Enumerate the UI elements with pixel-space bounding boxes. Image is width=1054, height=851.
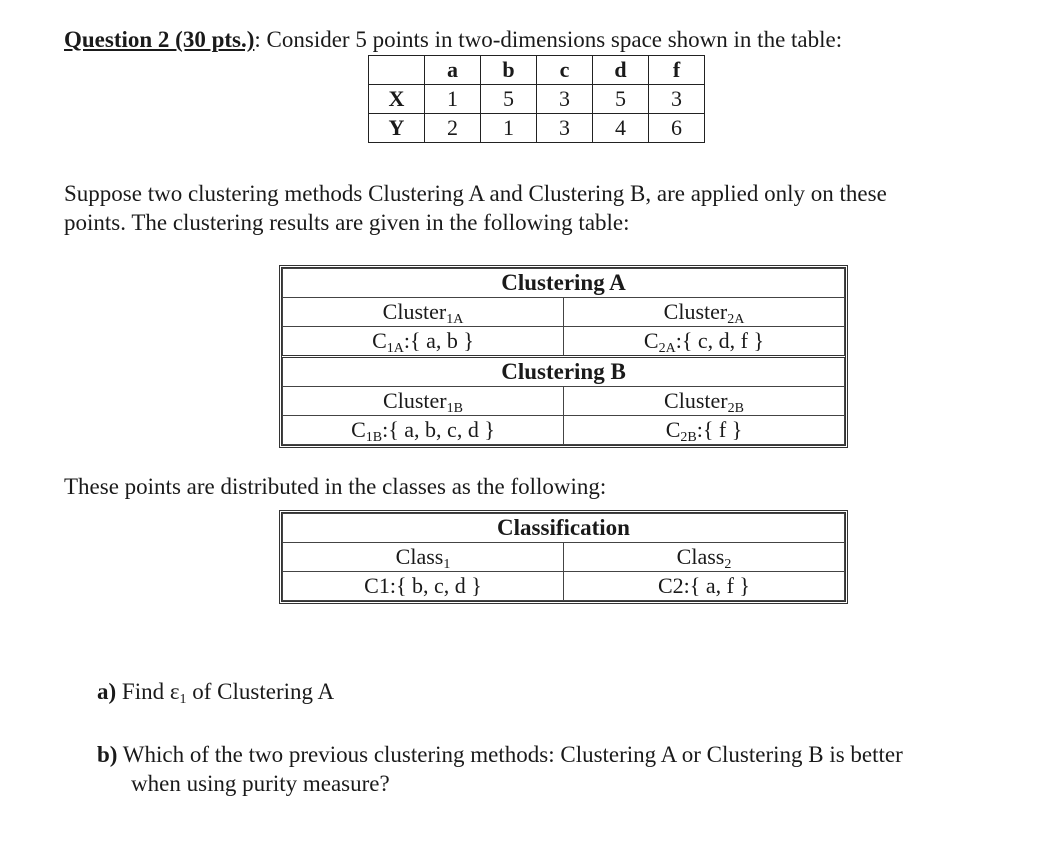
clustering-b-cluster1-members: $C_{1B}$:{ a, b, c, d } [283, 416, 564, 445]
points-col-header: a [425, 56, 481, 85]
points-row-label: X [369, 85, 425, 114]
classification-title-row [283, 514, 845, 543]
points-cell: 3 [537, 114, 593, 143]
clustering-table [279, 265, 848, 448]
paragraph2: These points are distributed in the classes as the following: [64, 474, 607, 499]
paragraph1-line2: points. The clustering results are given in the following table: [64, 210, 630, 235]
points-table [368, 55, 705, 143]
clustering-b-cluster2-members: $C_{2B}$:{ f } [564, 416, 845, 445]
clustering-a-members-row [283, 327, 845, 357]
points-cell: 6 [649, 114, 705, 143]
clustering-a-cluster1-members: $C_{1A}$:{ a, b } [283, 327, 564, 357]
class2-members: C2:{ a, f } [564, 572, 845, 601]
clustering-a-title: Clustering A [283, 269, 845, 298]
points-cell: 3 [537, 85, 593, 114]
classification-members-row [283, 572, 845, 601]
task-b-line1 [97, 741, 903, 769]
classification-name-row [283, 543, 845, 572]
class2-name: Class$_2$ [564, 543, 845, 572]
points-cell: 3 [649, 85, 705, 114]
points-cell: 1 [481, 114, 537, 143]
points-row-y [369, 114, 705, 143]
question-intro: : Consider 5 points in two-dimensions space shown in the table: [254, 27, 843, 52]
points-cell: 2 [425, 114, 481, 143]
points-col-header: d [593, 56, 649, 85]
paragraph1-line1: Suppose two clustering methods Clustering A and Clustering B, are applied only on these [64, 181, 887, 206]
points-cell: 4 [593, 114, 649, 143]
classification-table [279, 510, 848, 604]
clustering-a-cluster1-name: Cluster$_{1A}$ [283, 298, 564, 327]
clustering-a-cluster2-members: $C_{2A}$:{ c, d, f } [564, 327, 845, 357]
clustering-b-title-row [283, 357, 845, 387]
clustering-a-cluster2-name: Cluster$_{2A}$ [564, 298, 845, 327]
class1-name: Class$_1$ [283, 543, 564, 572]
task-a-label: a) [97, 679, 117, 704]
clustering-b-cluster2-name: Cluster$_{2B}$ [564, 387, 845, 416]
points-cell: 5 [593, 85, 649, 114]
points-cell: 5 [481, 85, 537, 114]
task-b-text: Which of the two previous clustering methods: Clustering A or Clustering B is better [122, 742, 903, 767]
task-b-line2: when using purity measure? [131, 771, 390, 796]
question-line [64, 26, 842, 54]
task-a-text: Find $\varepsilon_1$ of Clustering A [121, 679, 335, 707]
points-cell: 1 [425, 85, 481, 114]
classification-title: Classification [283, 514, 845, 543]
clustering-b-members-row [283, 416, 845, 445]
task-a [97, 678, 334, 706]
points-col-header: c [537, 56, 593, 85]
question-heading: Question 2 (30 pts.) [64, 27, 255, 52]
clustering-a-title-row [283, 269, 845, 298]
points-row-label: Y [369, 114, 425, 143]
points-corner-cell [369, 56, 425, 85]
task-b-label: b) [97, 742, 118, 767]
clustering-b-cluster1-name: Cluster$_{1B}$ [283, 387, 564, 416]
points-header-row [369, 56, 705, 85]
points-row-x [369, 85, 705, 114]
points-col-header: b [481, 56, 537, 85]
clustering-b-title: Clustering B [283, 357, 845, 387]
points-col-header: f [649, 56, 705, 85]
class1-members: C1:{ b, c, d } [283, 572, 564, 601]
clustering-b-name-row [283, 387, 845, 416]
clustering-a-name-row [283, 298, 845, 327]
